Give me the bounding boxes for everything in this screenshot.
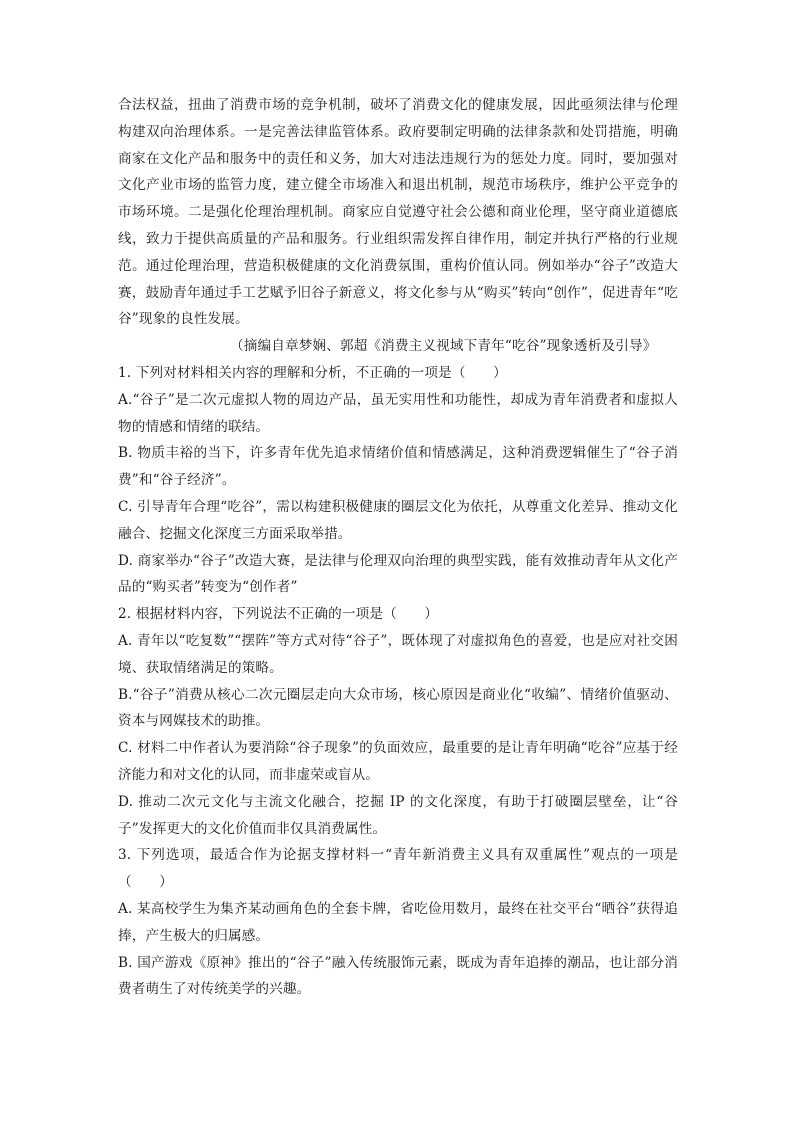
question-3-option-b: B. 国产游戏《原神》推出的“谷子”融入传统服饰元素，既成为青年追捧的潮品，也让部分消费者萌生了对传统美学的兴趣。 — [118, 954, 678, 998]
question-1-option-a: A.“谷子”是二次元虚拟人物的周边产品，虽无实用性和功能性，却成为青年消费者和虚拟人物的情感和情绪的联结。 — [118, 391, 678, 435]
question-2-option-b: B.“谷子”消费从核心二次元圈层走向大众市场，核心原因是商业化“收编”、情绪价值驱动、资本与网媒技术的助推。 — [118, 686, 678, 730]
question-1-option-b: B. 物质丰裕的当下，许多青年优先追求情绪价值和情感满足，这种消费逻辑催生了“谷子消费”和“谷子经济”。 — [118, 445, 678, 489]
question-3-stem: 3. 下列选项，最适合作为论据支撑材料一“青年新消费主义具有双重属性”观点的一项是（ ） — [118, 847, 678, 891]
question-3-option-a: A. 某高校学生为集齐某动画角色的全套卡牌，省吃俭用数月，最终在社交平台“晒谷”获得追捧，产生极大的归属感。 — [118, 900, 678, 944]
document-body — [118, 92, 678, 1003]
question-1-option-c: C. 引导青年合理“吃谷”，需以构建积极健康的圈层文化为依托，从尊重文化差异、推动文化融合、挖掘文化深度三方面采取举措。 — [118, 498, 678, 542]
question-1-option-d: D. 商家举办“谷子”改造大赛，是法律与伦理双向治理的典型实践，能有效推动青年从文化产品的“购买者”转变为“创作者” — [118, 552, 678, 596]
question-2-option-a: A. 青年以“吃复数”“摆阵”等方式对待“谷子”，既体现了对虚拟角色的喜爱，也是应对社交困境、获取情绪满足的策略。 — [118, 632, 678, 676]
question-2-stem: 2. 根据材料内容，下列说法不正确的一项是（ ） — [118, 606, 439, 623]
question-1-stem: 1. 下列对材料相关内容的理解和分析，不正确的一项是（ ） — [118, 364, 507, 381]
passage-source: （摘编自章梦娴、郭超《消费主义视域下青年“吃谷”现象透析及引导》 — [230, 338, 657, 355]
question-2-option-c: C. 材料二中作者认为要消除“谷子现象”的负面效应，最重要的是让青年明确“吃谷”应基于经济能力和对文化的认同，而非虚荣或盲从。 — [118, 740, 678, 783]
question-2-option-d: D. 推动二次元文化与主流文化融合，挖掘 IP 的文化深度，有助于打破圈层壁垒，让“谷子”发挥更大的文化价值而非仅具消费属性。 — [118, 793, 678, 837]
passage-paragraph: 合法权益，扭曲了消费市场的竞争机制，破坏了消费文化的健康发展，因此亟须法律与伦理构建双向治理体系。一是完善法律监管体系。政府要制定明确的法律条款和处罚措施，明确商家在文化产品和服务中的责任和义务，加大对违法违规行为的惩处力度。同时，要加强对文化产业市场的监管力度，建立健全市场准入和退出机制，规范市场秩序，维护公平竞争的市场环境。二是强化伦理治理机制。商家应自觉遵守社会公德和商业伦理，坚守商业道德底线，致力于提供高质量的产品和服务。行业组织需发挥自律作用，制定并执行严格的行业规范。通过伦理治理，营造积极健康的文化消费氛围，重构价值认同。例如举办“谷子”改造大赛，鼓励青年通过手工艺赋予旧谷子新意义，将文化参与从“购买”转向“创作”，促进青年“吃谷”现象的良性发展。 — [118, 97, 678, 328]
